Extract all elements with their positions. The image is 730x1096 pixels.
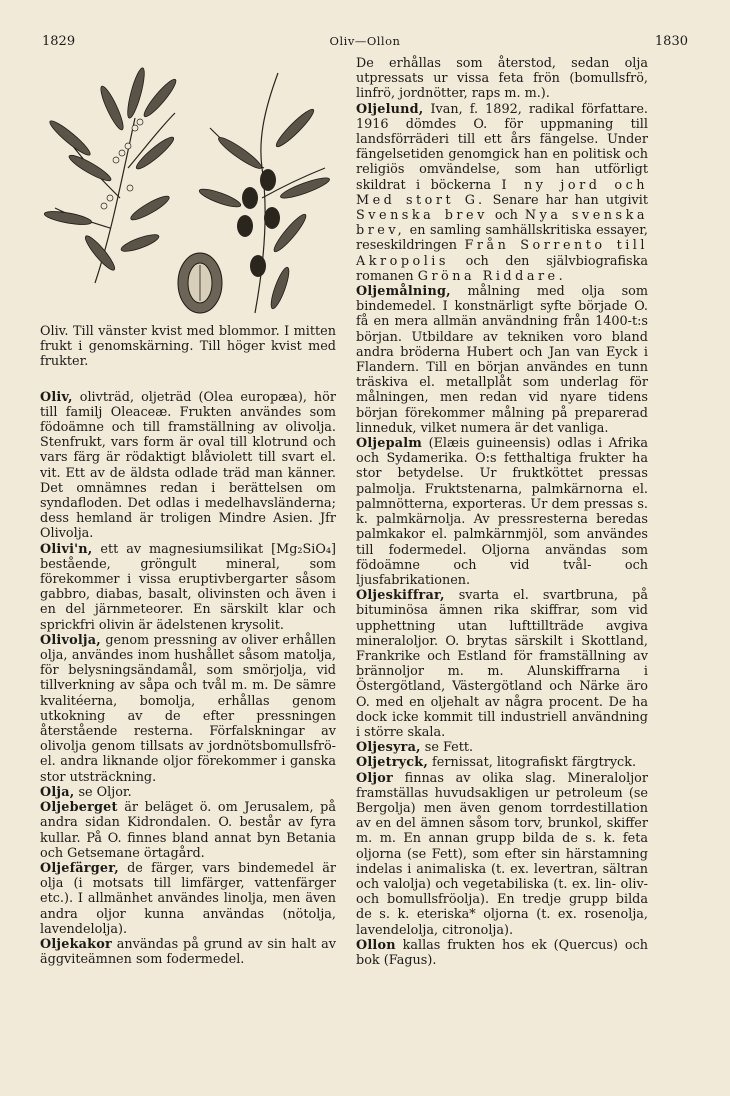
book-title: Nya svenska brev, (356, 208, 648, 239)
book-title: I ny jord och Med stort G. (356, 177, 648, 208)
headword: Oljelund, (356, 101, 424, 117)
entry-oljelund (356, 102, 648, 284)
headword: Oljepalm (356, 436, 423, 452)
headword: Oljefärger, (40, 860, 119, 876)
entry-text: och (487, 208, 525, 224)
entry-text: Ivan, f. 1892, radikal författare. 1916 dömdes O. för uppmaning till landsförräderi till ett års fängelse. Under fängelsetiden genomgick han en politisk och religiös omvändelse, som han utförligt skildrat i böckerna (356, 101, 648, 193)
entry-oljetryck (356, 755, 648, 770)
headword: Oliv, (40, 389, 73, 405)
headword: Oljesyra, (356, 740, 421, 756)
book-title: Gröna Riddare. (417, 268, 567, 284)
entry-text: en samling samhällskritiska essayer, reseskildringen (356, 223, 648, 254)
headword: Olivi'n, (40, 541, 93, 557)
figure-caption: Oliv. Till vänster kvist med blommor. I mitten frukt i genomskärning. Till höger kvist med frukter. (40, 324, 336, 370)
entry-text: Senare har han utgivit (485, 192, 648, 208)
entry-text: olivträd, oljeträd (Olea europæa), hör till familj Oleaceæ. Frukten användes som födoämne och till framställning av olivolja. Stenfrukt, vars form är oval till klotrund och vars färg är rödaktigt blåviolett till svart el. vit. Ett av de äldsta odlade träd man känner. Det omnämnes redan i berättelsen om syndafloden. Det odlas i medelhavsländerna; dess hemland är troligen Mindre Asien. Jfr Olivolja. (40, 389, 336, 542)
headword: Oljekakor (40, 936, 112, 952)
entry-olja (40, 785, 336, 800)
entry-text: användas på grund av sin halt av äggviteämnen som fodermedel. (40, 936, 336, 968)
headword: Olja, (40, 784, 75, 800)
entry-oljesyra (356, 740, 648, 755)
running-title: Oliv—Ollon (329, 34, 401, 48)
entry-text: svarta el. svartbruna, på bituminösa ämnen rika skiffrar, som vid upphettning utan lufttillträde avgiva mineraloljor. O. brytas särskilt i Skottland, Frankrike och Estland för framställning av brännoljor m. m. Alunskiffrarna i Östergötland, Västergötland och Närke äro O. med en oljehalt av några procent. De ha dock icke kommit till industriell användning i större skala. (356, 588, 648, 740)
entry-text: kallas frukten hos ek (Quercus) och bok (Fagus). (356, 937, 648, 968)
left-page-number: 1829 (42, 34, 76, 49)
headword: Oljeberget (40, 800, 118, 816)
entry-text: finnas av olika slag. Mineraloljor framställas huvudsakligen ur petroleum (se Bergolja) men även genom torrdestillation av en del ämnen såsom torv, brunkol, skiffer m. m. En annan grupp bilda de s. k. feta oljorna (se Fett), som efter sin härstamning indelas i animaliska (t. ex. levertran, sältran och valolja) och vegetabiliska (t. ex. lin- oliv- och bomullsfröolja). En tredje grupp bilda de s. k. eteriska* oljorna (t. ex. rosenolja, lavendelolja, citronolja). (356, 770, 648, 938)
headword: Oljeskiffrar, (356, 588, 445, 604)
entry-oljor (356, 771, 648, 938)
page-header (42, 34, 688, 54)
headword: Oljemålning, (356, 284, 451, 300)
entry-oljeskiffrar (356, 588, 648, 740)
olive-branches-drawing (40, 58, 336, 320)
entry-oljekakor (40, 937, 336, 967)
entry-text: De erhållas som återstod, sedan olja utpressats ur vissa feta frön (bomullsfrö, linfrö, jordnötter, raps m. m.). (356, 56, 648, 102)
entry-text: de färger, vars bindemedel är olja (i motsats till limfärger, vattenfärger etc.). I allmänhet användes linolja, men även andra oljor kunna användas (nötolja, lavendelolja). (40, 860, 336, 937)
olive-illustration (40, 58, 336, 320)
entry-text: fernissat, litografiskt färgtryck. (427, 755, 637, 771)
book-title: Svenska brev (356, 208, 488, 224)
entry-oljemalning (356, 284, 648, 436)
entry-text: och den självbiografiska romanen (356, 253, 648, 284)
entry-text: (Elæis guineensis) odlas i Afrika och Sydamerika. O:s fetthaltiga frukter ha stor betydelse. Ur fruktköttet pressas palmolja. Fruktstenarna, palmkärnorna el. palmnötterna, exporteras. Ur dem pressas s. k. palmkärnolja. Av pressresterna beredas palmkakor el. palmkärnmjöl, som användes till fodermedel. Oljorna användas som födoämne och vid tvål- och ljusfabrikationen. (356, 436, 648, 588)
entry-text: se Oljor. (74, 784, 132, 800)
entry-oljefarger (40, 861, 336, 937)
entry-text: är beläget ö. om Jerusalem, på andra sidan Kidrondalen. O. består av fyra kullar. På O. finnes bland annat byn Betania och Getsemane örtagård. (40, 800, 336, 861)
headword: Oljetryck, (356, 755, 428, 771)
headword: Olivolja, (40, 632, 101, 648)
entry-text: se Fett. (420, 740, 474, 756)
right-page-number: 1830 (654, 34, 688, 49)
entry-text: ett av magnesiumsilikat [Mg₂SiO₄] bestående, gröngult mineral, som förekommer i vissa eruptivbergarter såsom gabbro, diabas, basalt, olivinsten och även i en del järnmeteorer. En särskilt klar och sprickfri olivin är ädelstenen krysolit. (40, 541, 336, 633)
entry-oljeberget (40, 800, 336, 861)
entry-oljepalm (356, 436, 648, 588)
entry-oliv (40, 390, 336, 542)
entry-text: genom pressning av oliver erhållen olja, användes inom hushållet såsom matolja, för belysningsändamål, som smörjolja, vid tillverkning av såpa och tvål m. m. De sämre kvalitéerna, bomolja, erhållas genom utkokning av de efter pressningen återstående resterna. Förfalskningar av olivolja genom tillsats av jordnötsbomullsfrö- el. andra liknande oljor förekommer i ganska stor utsträckning. (40, 632, 336, 785)
entry-olivolja (40, 633, 336, 785)
entry-olivin (40, 542, 336, 633)
entry-ollon (356, 938, 648, 968)
entry-text: målning med olja som bindemedel. I konstnärligt syfte började O. få en mera allmän användning från 1400-t:s början. Utbildare av tekniken voro bland andra bröderna Hubert och Jan van Eyck i Flandern. Till en början användes en tunn träskiva el. metallplåt som underlag för målningen, men redan vid nyare tidens början förekommer målning på preparerad linneduk, vilket numera är det vanliga. (356, 284, 648, 436)
right-column (356, 56, 648, 968)
book-title: Från Sorrento till Akropolis (356, 238, 648, 269)
headword: Ollon (356, 937, 396, 953)
headword: Oljor (356, 770, 393, 786)
left-column (40, 58, 336, 967)
entry-continuation (356, 56, 648, 102)
